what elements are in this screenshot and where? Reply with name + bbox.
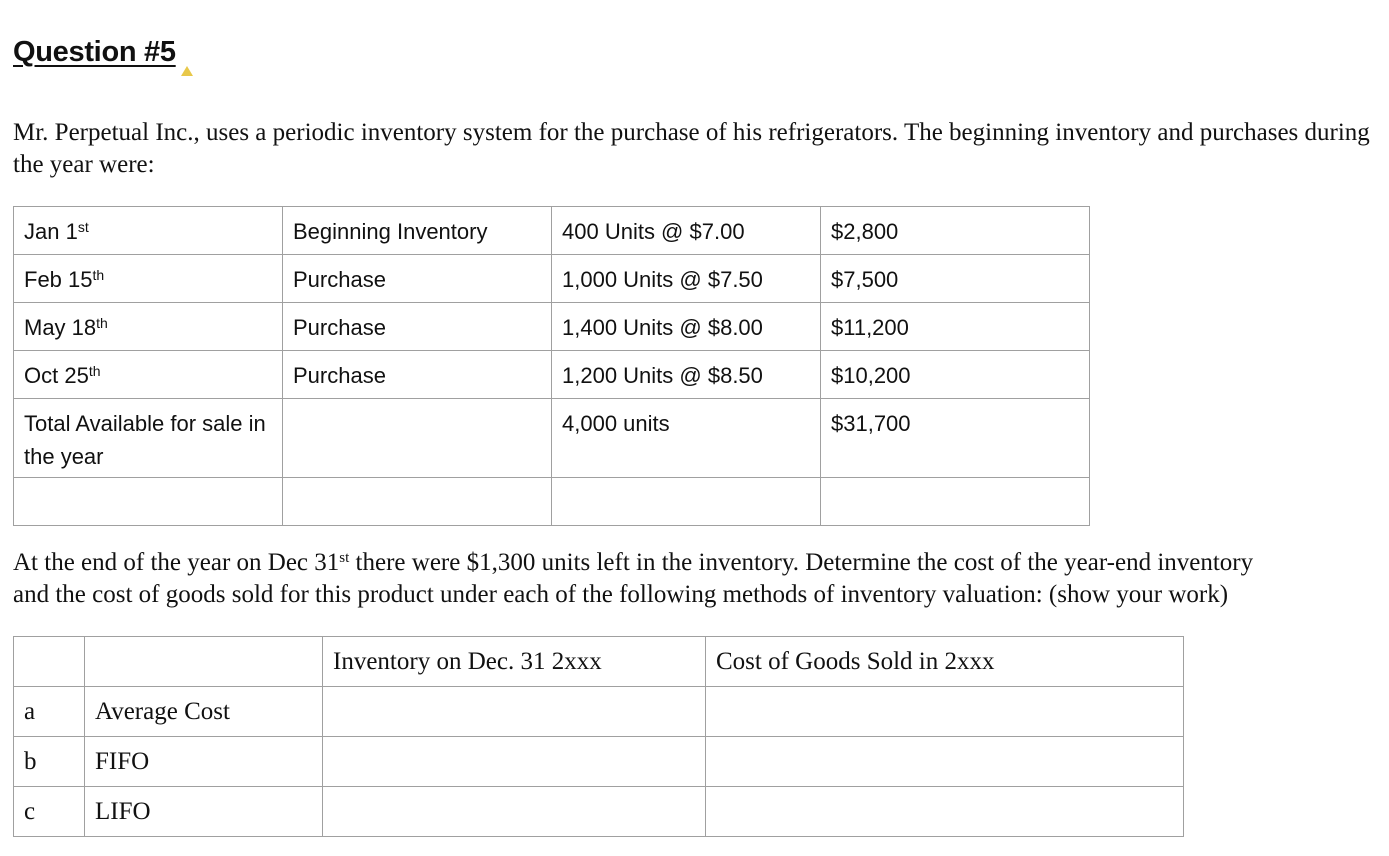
table-row — [14, 303, 1090, 351]
type-cell: Purchase — [283, 255, 552, 303]
total-units-cell: 4,000 units — [552, 399, 821, 478]
intro-paragraph: Mr. Perpetual Inc., uses a periodic inventory system for the purchase of his refrigerators. The beginning inventory and purchases during the year were: — [13, 119, 1370, 178]
type-cell: Beginning Inventory — [283, 207, 552, 255]
table-row — [14, 207, 1090, 255]
units-cell: 1,200 Units @ $8.50 — [552, 351, 821, 399]
letter-cell: b — [14, 737, 85, 787]
type-cell: Purchase — [283, 303, 552, 351]
table-row — [14, 255, 1090, 303]
inventory-answer-cell[interactable] — [323, 787, 706, 837]
cogs-header: Cost of Goods Sold in 2xxx — [706, 637, 1184, 687]
date-cell: Feb 15th — [14, 255, 283, 303]
amount-cell: $11,200 — [821, 303, 1090, 351]
header-cell — [14, 637, 85, 687]
total-label-cell: Total Available for sale in the year — [14, 399, 283, 478]
units-cell: 1,400 Units @ $8.00 — [552, 303, 821, 351]
empty-cell — [14, 478, 283, 526]
letter-cell: a — [14, 687, 85, 737]
methods-table — [13, 636, 1184, 837]
type-cell: Purchase — [283, 351, 552, 399]
question-paragraph: At the end of the year on Dec 31st there were $1,300 units left in the inventory. Determine the cost of the year-end inventory and the cost of goods sold for this product under each of the following methods of inventory valuation: (show your work) — [13, 549, 1254, 608]
empty-row — [14, 478, 1090, 526]
date-cell: Jan 1st — [14, 207, 283, 255]
table-row — [14, 787, 1184, 837]
date-cell: May 18th — [14, 303, 283, 351]
cogs-answer-cell[interactable] — [706, 737, 1184, 787]
empty-cell — [283, 478, 552, 526]
method-cell: LIFO — [85, 787, 323, 837]
units-cell: 1,000 Units @ $7.50 — [552, 255, 821, 303]
method-cell: FIFO — [85, 737, 323, 787]
amount-cell: $10,200 — [821, 351, 1090, 399]
empty-cell — [283, 399, 552, 478]
table-row — [14, 351, 1090, 399]
comment-marker-icon[interactable] — [181, 66, 193, 76]
letter-cell: c — [14, 787, 85, 837]
header-cell — [85, 637, 323, 687]
question-heading: Question #5 — [13, 36, 176, 68]
inventory-answer-cell[interactable] — [323, 687, 706, 737]
header-row — [14, 637, 1184, 687]
total-amount-cell: $31,700 — [821, 399, 1090, 478]
empty-cell — [821, 478, 1090, 526]
inventory-header: Inventory on Dec. 31 2xxx — [323, 637, 706, 687]
cogs-answer-cell[interactable] — [706, 687, 1184, 737]
table-row — [14, 737, 1184, 787]
total-row — [14, 399, 1090, 478]
inventory-answer-cell[interactable] — [323, 737, 706, 787]
method-cell: Average Cost — [85, 687, 323, 737]
units-cell: 400 Units @ $7.00 — [552, 207, 821, 255]
table-row — [14, 687, 1184, 737]
empty-cell — [552, 478, 821, 526]
amount-cell: $2,800 — [821, 207, 1090, 255]
purchases-table — [13, 206, 1090, 526]
cogs-answer-cell[interactable] — [706, 787, 1184, 837]
amount-cell: $7,500 — [821, 255, 1090, 303]
date-cell: Oct 25th — [14, 351, 283, 399]
